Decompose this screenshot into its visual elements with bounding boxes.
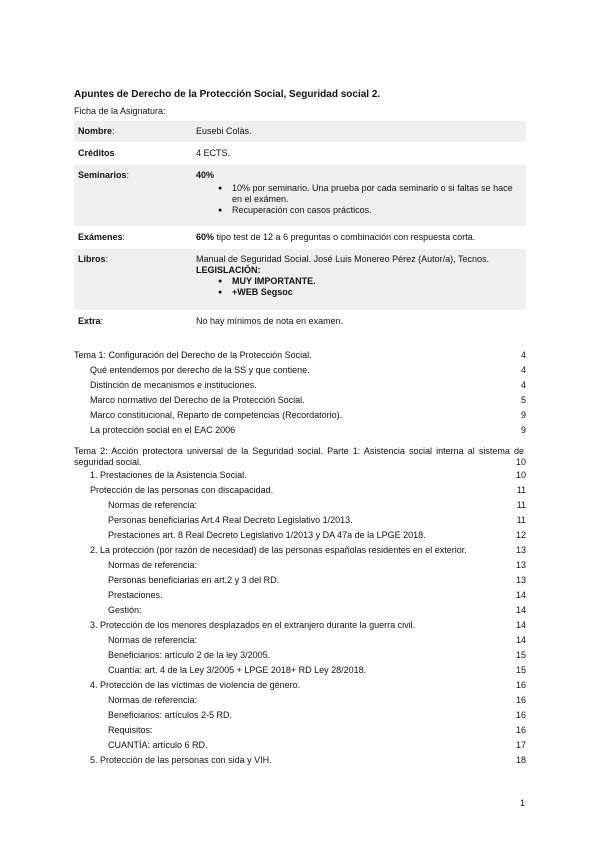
toc-entry[interactable] [74,603,526,618]
toc-entry-page: 4 [520,350,526,360]
toc-entry-page: 5 [520,395,526,405]
toc-entry-page: 14 [515,605,526,615]
toc-entry[interactable] [74,543,526,558]
toc-entry-page: 14 [515,620,526,630]
toc-entry-text: La protección social en el EAC 2006 [90,425,236,435]
ficha-row-creditos [74,143,526,165]
toc-entry[interactable] [74,618,526,633]
toc-entry-page: 4 [520,365,526,375]
ficha-value: 4 ECTS. [196,148,231,158]
toc-entry-text: Personas beneficiarias en art.2 y 3 del RD. [108,575,280,585]
toc-entry[interactable] [74,363,526,378]
libros-list [196,276,520,298]
toc-entry-page: 9 [520,410,526,420]
toc-entry-text: Gestión: [108,605,142,615]
toc-entry-page: 14 [515,590,526,600]
toc-entry[interactable] [74,378,526,393]
toc-entry-text: Personas beneficiarias Art.4 Real Decreto Legislativo 1/2013. [108,515,353,525]
toc-entry[interactable] [74,468,526,483]
toc-entry[interactable] [74,393,526,408]
toc-entry[interactable] [74,693,526,708]
ficha-row-examenes: Exámenes: 60% tipo test de 12 a 6 preguntas o combinación con respuesta corta. [74,227,526,249]
legislacion-heading: LEGISLACIÓN: [196,265,261,275]
toc-entry-text: 1. Prestaciones de la Asistencia Social. [90,470,247,480]
toc-entry-page: 17 [515,740,526,750]
ficha-row-nombre: Nombre: Eusebi Colàs. [74,121,526,143]
ficha-row-libros: Libros: Manual de Seguridad Social. José Luis Monereo Pérez (Autor/a), Tecnos. LEGISLACIÓN: ● MUY IMPORTANTE. ● +WEB Segsoc [74,249,526,311]
toc-entry-text: Normas de referencia: [108,500,198,510]
toc-entry-page: 15 [515,665,526,675]
toc-entry-text: Normas de referencia: [108,695,198,705]
toc-entry-page: 10 [515,470,526,480]
toc-entry-text: Requisitos: [108,725,153,735]
toc-entry-text: 4. Protección de las víctimas de violencia de género. [90,680,301,690]
toc-entry[interactable] [74,498,526,513]
toc-entry-text: Normas de referencia: [108,635,198,645]
ficha-value: Manual de Seguridad Social. José Luis Monereo Pérez (Autor/a), Tecnos. LEGISLACIÓN: ● MUY IMPORTANTE. ● +WEB Segsoc [194,249,526,303]
toc-entry[interactable] [74,648,526,663]
toc-entry-page: 13 [515,545,526,555]
toc-entry[interactable] [74,558,526,573]
ficha-key: Exámenes [78,232,123,242]
toc-entry-text: Tema 1: Configuración del Derecho de la Protección Social. [74,350,312,360]
toc-entry[interactable] [74,753,526,768]
ficha-value: Eusebi Colàs. [196,126,252,136]
ficha-key: Nombre [78,126,113,136]
toc-entry-page: 16 [515,695,526,705]
toc-entry[interactable] [74,348,526,363]
ficha-value: 40% ● 10% por seminario. Una prueba por cada seminario o si faltas se hace en el exámen. ● Recuperación con casos prácticos. [194,165,526,221]
toc-entry[interactable] [74,588,526,603]
list-item: ● 10% por seminario. Una prueba por cada seminario o si faltas se hace en el exámen. [218,183,520,205]
toc-entry-text: Beneficiarios: artículos 2-5 RD. [108,710,233,720]
toc-entry-text: Marco constitucional, Reparto de competencias (Recordatorio). [90,410,343,420]
toc-entry[interactable] [74,633,526,648]
toc-entry-text: 2. La protección (por razón de necesidad) de las personas españolas residentes en el exterior. [90,545,467,555]
toc-entry[interactable] [74,423,526,438]
toc-entry-text: 3. Protección de los menores desplazados en el extranjero durante la guerra civil. [90,620,416,630]
toc-entry-page: 16 [515,725,526,735]
ficha-value: No hay mínimos de nota en examen. [196,316,344,326]
toc-entry-page: 12 [515,530,526,540]
toc-entry[interactable] [74,528,526,543]
ficha-table [74,121,526,333]
toc-entry-text: Beneficiarios: artículo 2 de la ley 3/2005. [108,650,271,660]
ficha-key: Extra [78,316,101,326]
toc-entry-page: 13 [515,560,526,570]
toc-entry[interactable] [74,663,526,678]
toc-entry-text: Marco normativo del Derecho de la Protección Social. [90,395,305,405]
ficha-key: Libros [78,254,106,264]
toc-entry-page: 16 [515,680,526,690]
toc-entry-text: Cuantía: art. 4 de la Ley 3/2005 + LPGE 2018+ RD Ley 28/2018. [108,665,367,675]
toc-entry[interactable] [74,408,526,423]
toc-gap [74,438,526,446]
toc-entry-text: Protección de las personas con discapacidad. [90,485,274,495]
document-title: Apuntes de Derecho de la Protección Social, Seguridad social 2. [74,89,381,100]
toc-entry[interactable] [74,513,526,528]
toc-entry-text: Prestaciones. [108,590,163,600]
seminarios-list [196,183,520,216]
ficha-row-extra: Extra: No hay mínimos de nota en examen. [74,311,526,333]
list-item: ● MUY IMPORTANTE. [218,276,520,287]
toc-entry-text: Qué entendemos por derecho de la SS y que contiene. [90,365,310,375]
toc-entry-page: 18 [515,755,526,765]
toc-entry[interactable] [74,483,526,498]
ficha-row-seminarios: Seminarios: 40% ● 10% por seminario. Una prueba por cada seminario o si faltas se hace en el exámen. ● Recuperación con casos prácticos. [74,165,526,227]
toc-entry-page: 9 [520,425,526,435]
page-number: 1 [520,798,526,808]
toc-entry-text: 5. Protección de las personas con sida y VIH. [90,755,272,765]
toc-entry[interactable] [74,678,526,693]
list-item: ● +WEB Segsoc [218,287,520,298]
toc-entry-page: 15 [515,650,526,660]
toc-entry[interactable] [74,723,526,738]
toc-entry-page: 14 [515,635,526,645]
toc-entry-page: 4 [520,380,526,390]
toc-entry-text: Prestaciones art. 8 Real Decreto Legislativo 1/2013 y DA 47a de la LPGE 2018. [108,530,426,540]
ficha-key: Seminarios [78,170,127,180]
toc-entry[interactable] [74,573,526,588]
table-of-contents [74,348,526,768]
toc-entry[interactable] [74,738,526,753]
toc-entry-page: 10 [515,457,526,467]
toc-entry-page: 13 [515,575,526,585]
ficha-label: Ficha de la Asignatura: [74,106,166,116]
toc-entry-text: Distinción de mecanismos e instituciones. [90,380,257,390]
toc-entry-text: Normas de referencia: [108,560,198,570]
toc-entry[interactable] [74,708,526,723]
toc-entry-page: 16 [515,710,526,720]
toc-entry-text: CUANTÍA: artículo 6 RD. [108,740,208,750]
ficha-key: Créditos [78,148,115,158]
toc-entry-text: Tema 2: Acción protectora universal de la Seguridad social. Parte 1: Asistencia social interna al sistema de seguridad social. [74,446,524,467]
toc-entry-page: 11 [516,485,526,495]
toc-entry-page: 11 [516,515,526,525]
toc-entry[interactable] [74,446,526,468]
toc-entry-page: 11 [516,500,526,510]
ficha-value: 60% tipo test de 12 a 6 preguntas o combinación con respuesta corta. [196,232,476,242]
list-item: ● Recuperación con casos prácticos. [218,205,520,216]
